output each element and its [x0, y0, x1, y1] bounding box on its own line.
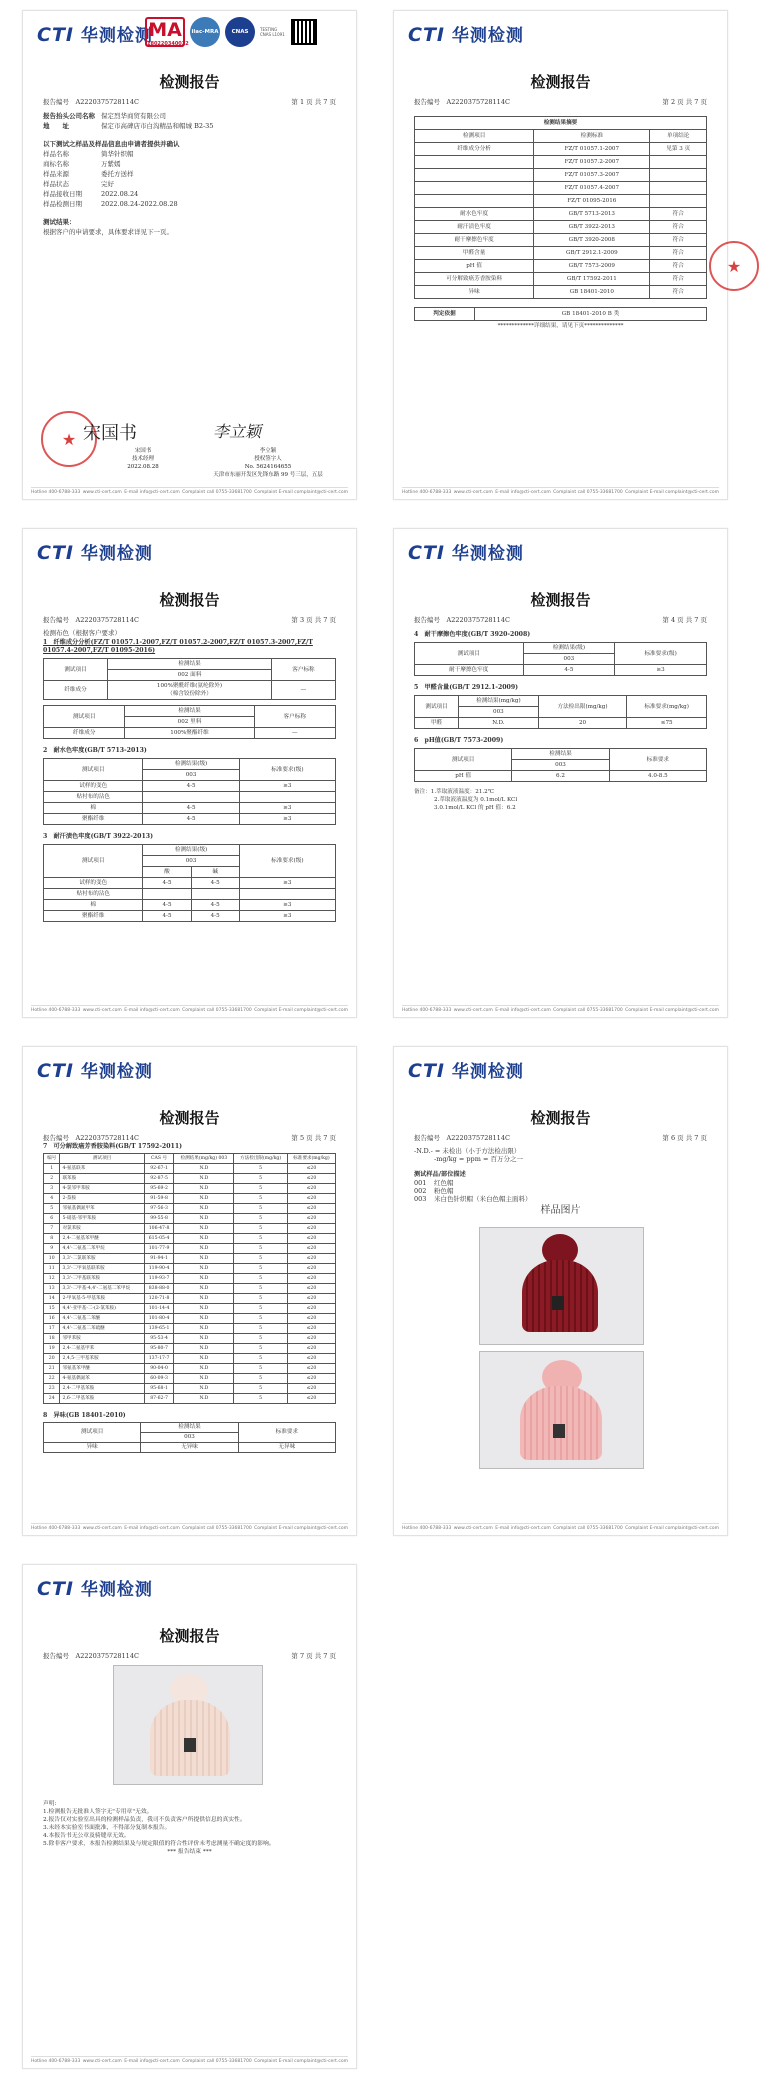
table-cell: 22 [44, 1374, 60, 1384]
table-cell: ≤20 [287, 1354, 335, 1364]
table-cell: 95-69-2 [144, 1184, 174, 1194]
table-cell: 91-59-8 [144, 1194, 174, 1204]
table-row [44, 1184, 336, 1194]
odor-table: 测试项目 检测结果 标准要求 003 异味 无异味 无异味 [43, 1422, 336, 1453]
table-cell: 5 [234, 1214, 287, 1224]
table-cell: ≤20 [287, 1244, 335, 1254]
table-cell: ≤20 [287, 1274, 335, 1284]
table-cell: 23 [44, 1384, 60, 1394]
table-cell: ≤20 [287, 1214, 335, 1224]
table-cell: 20 [44, 1354, 60, 1364]
cnas-mark: CNAS [225, 17, 255, 47]
cti-logo: CTI 华测检测 [37, 1578, 153, 1600]
table-cell: N.D [174, 1184, 234, 1194]
table-row [44, 1384, 336, 1394]
table-cell: N.D [174, 1304, 234, 1314]
signature-1: 宋国书 [83, 423, 137, 444]
table-cell: 24 [44, 1394, 60, 1404]
table-cell: ≤20 [287, 1184, 335, 1194]
table-cell: 11 [44, 1264, 60, 1274]
table-cell: 5 [234, 1304, 287, 1314]
table-cell: N.D [174, 1204, 234, 1214]
table-cell: 4,4'-二氨基二苯甲烷 [60, 1244, 144, 1254]
table-row [44, 1354, 336, 1364]
table-row [44, 1274, 336, 1284]
table-row [44, 1334, 336, 1344]
table-cell: N.D [174, 1224, 234, 1234]
table-cell: 95-80-7 [144, 1344, 174, 1354]
table-cell: 5 [234, 1394, 287, 1404]
table-cell: N.D [174, 1294, 234, 1304]
page-5-body: 7 可分解致癌芳香胺染料(GB/T 17592-2011) 编号 测试项目 CAS 号 检测结果(mg/kg) 003 方法检出限(mg/kg) 标准要求(mg/kg) 1 4-氨基联苯 92-67-1 N.D 5 ≤20 2 联苯胺 92-87-5 N.D 5 ≤20 3 4-氯邻甲苯胺 95-69-2 N.D 5 ≤20 4 2-萘胺 91-59-8 N.D 5 ≤20 5 邻氨基偶氮甲苯 97-56-3 N.D 5 ≤20 6 5-硝基-邻甲苯胺 99-55-8 N.D 5 ≤20 7 对氯苯胺 106-47-8 N.D 5 ≤20 8 2,4-二氨基苯甲醚 615-05-4 N.D 5 ≤20 9 4,4'-二氨基二苯甲烷 101-77-9 N.D 5 ≤20 10 3,3'-二氯联苯胺 91-94-1 N.D 5 ≤20 11 3,3'-二甲氧基联苯胺 119-90-4 N.D 5 ≤20 12 3,3'-二甲基联苯胺 119-93-7 N.D 5 ≤20 13 3,3'-二甲基-4,4'-二氨基二苯甲烷 838-88-0 N.D 5 ≤20 14 2-甲氧基-5-甲基苯胺 120-71-8 N.D 5 ≤20 15 4,4'-亚甲基-二-(2-氯苯胺) 101-14-4 N.D 5 ≤20 16 4,4'-二氨基二苯醚 101-80-4 N.D 5 ≤20 17 4,4'-二氨基二苯硫醚 139-65-1 N.D 5 ≤20 18 邻甲苯胺 95-53-4 N.D 5 ≤20 19 2,4-二氨基甲苯 95-80-7 N.D 5 ≤20 20 2,4,5-三甲基苯胺 137-17-7 N.D 5 ≤20 21 邻氨基苯甲醚 90-04-0 N.D 5 ≤20 22 4-氨基偶氮苯 60-09-3 N.D 5 ≤20 23 2,4-二甲基苯胺 95-68-1 N.D 5 ≤20 24 2,6-二甲基苯胺 87-62-7 N.D 5 ≤20 8 异味(GB 18401-2010) 测试项目 检测结果 标准要求 003 异味 无异味 无异味 [43, 1143, 336, 1453]
table-cell: 92-67-1 [144, 1164, 174, 1174]
table-row [44, 1204, 336, 1214]
accreditation-marks [145, 17, 317, 47]
table-cell: 5 [234, 1254, 287, 1264]
page-footer: Hotline 400-6788-333 www.cti-cert.com E-mail info@cti-cert.com Complaint call 0755-33681700 Complaint E-mail complaint@cti-cert.com [31, 2056, 348, 2064]
qr-code-icon [291, 19, 317, 45]
report-meta: 报告编号 A2220375728114C 第 5 页 共 7 页 [43, 1134, 336, 1142]
table-cell: 139-65-1 [144, 1324, 174, 1334]
page-title: 检测报告 [159, 591, 220, 609]
table-cell: 2-甲氧基-5-甲基苯胺 [60, 1294, 144, 1304]
photo-pink-hat [479, 1351, 644, 1469]
summary-section: 检测结果摘要 检测项目 检测标准 单项结论 纤维成分分析 FZ/T 01057.1-2007 见第 3 页 FZ/T 01057.2-2007 FZ/T 01057.3-2007 FZ/T 01057.4-2007 FZ/T 01095-2016 耐水色牢度 GB/T 5713-2013 符合 耐汗渍色牢度 GB/T 3922-2013 符合 耐干摩擦色牢度 GB/T 3920-2008 符合 甲醛含量 GB/T 2912.1-2009 符合 pH 值 GB/T 7573-2009 符合 可分解致癌芳香胺染料 GB/T 17592-2011 符合 异味 GB 18401-2010 符合 判定依据 GB 18401-2010 B 类 *************详细结果，请见下页************** [414, 113, 707, 331]
table-cell: 18 [44, 1334, 60, 1344]
table-cell: 101-14-4 [144, 1304, 174, 1314]
table-cell: N.D [174, 1324, 234, 1334]
table-cell: 邻氨基苯甲醚 [60, 1364, 144, 1374]
table-cell: N.D [174, 1274, 234, 1284]
table-cell: 3,3'-二氯联苯胺 [60, 1254, 144, 1264]
table-cell: 3,3'-二甲氧基联苯胺 [60, 1264, 144, 1274]
amine-table: 编号 测试项目 CAS 号 检测结果(mg/kg) 003 方法检出限(mg/kg) 标准要求(mg/kg) 1 4-氨基联苯 92-67-1 N.D 5 ≤20 2 联苯胺 92-87-5 N.D 5 ≤20 3 4-氯邻甲苯胺 95-69-2 N.D 5 ≤20 4 2-萘胺 91-59-8 N.D 5 ≤20 5 邻氨基偶氮甲苯 97-56-3 N.D 5 ≤20 6 5-硝基-邻甲苯胺 99-55-8 N.D 5 ≤20 7 对氯苯胺 106-47-8 N.D 5 ≤20 8 2,4-二氨基苯甲醚 615-05-4 N.D 5 ≤20 9 4,4'-二氨基二苯甲烷 101-77-9 N.D 5 ≤20 10 3,3'-二氯联苯胺 91-94-1 N.D 5 ≤20 11 3,3'-二甲氧基联苯胺 119-90-4 N.D 5 ≤20 12 3,3'-二甲基联苯胺 119-93-7 N.D 5 ≤20 13 3,3'-二甲基-4,4'-二氨基二苯甲烷 838-88-0 N.D 5 ≤20 14 2-甲氧基-5-甲基苯胺 120-71-8 N.D 5 ≤20 15 4,4'-亚甲基-二-(2-氯苯胺) 101-14-4 N.D 5 ≤20 16 4,4'-二氨基二苯醚 101-80-4 N.D 5 ≤20 17 4,4'-二氨基二苯硫醚 139-65-1 N.D 5 ≤20 18 邻甲苯胺 95-53-4 N.D 5 ≤20 19 2,4-二氨基甲苯 95-80-7 N.D 5 ≤20 20 2,4,5-三甲基苯胺 137-17-7 N.D 5 ≤20 21 邻氨基苯甲醚 90-04-0 N.D 5 ≤20 22 4-氨基偶氮苯 60-09-3 N.D 5 ≤20 23 2,4-二甲基苯胺 95-68-1 N.D 5 ≤20 24 2,6-二甲基苯胺 87-62-7 N.D 5 ≤20 [43, 1153, 336, 1404]
table-cell: 4,4'-二氨基二苯醚 [60, 1314, 144, 1324]
company-seal: ★ [41, 411, 97, 467]
table-cell: 5 [234, 1324, 287, 1334]
table-cell: ≤20 [287, 1374, 335, 1384]
table-cell: ≤20 [287, 1294, 335, 1304]
table-cell: 5 [234, 1334, 287, 1344]
table-cell: ≤20 [287, 1364, 335, 1374]
table-cell: 119-93-7 [144, 1274, 174, 1284]
table-cell: ≤20 [287, 1334, 335, 1344]
report-meta: 报告编号 A2220375728114C 第 4 页 共 7 页 [414, 616, 707, 624]
table-cell: ≤20 [287, 1394, 335, 1404]
table-cell: 5 [234, 1204, 287, 1214]
report-meta: 报告编号 A2220375728114C 第 7 页 共 7 页 [43, 1652, 336, 1660]
table-cell: 3,3'-二甲基联苯胺 [60, 1274, 144, 1284]
table-cell: 2,4-二甲基苯胺 [60, 1384, 144, 1394]
hat-label [553, 1424, 565, 1438]
table-cell: N.D [174, 1394, 234, 1404]
table-cell: N.D [174, 1214, 234, 1224]
table-cell: N.D [174, 1264, 234, 1274]
sweat-fastness-table: 测试项目 检测结果(级) 标准要求(级) 003 酸 碱 试样的变色 4-5 4-5 ≥3 贴衬布的沾色 棉 4-5 4-5 ≥3 聚酯纤维 4-5 4-5 ≥3 [43, 844, 336, 922]
table-cell: 5-硝基-邻甲苯胺 [60, 1214, 144, 1224]
photo-red-hat [479, 1227, 644, 1345]
cti-logo: CTI 华测检测 [37, 542, 153, 564]
fiber-table-1: 测试项目 检测结果 客户标称 002 面料 纤维成分 100%聚酰纤维(氨纶除外) （棉含铰份除外） — [43, 658, 336, 700]
cti-logo: CTI 华测检测 [37, 1060, 153, 1082]
report-page-1 [22, 10, 357, 500]
table-row [44, 1244, 336, 1254]
table-cell: N.D [174, 1164, 234, 1174]
report-page-4 [393, 528, 728, 1018]
summary-table: 检测结果摘要 检测项目 检测标准 单项结论 纤维成分分析 FZ/T 01057.1-2007 见第 3 页 FZ/T 01057.2-2007 FZ/T 01057.3-2007 FZ/T 01057.4-2007 FZ/T 01095-2016 耐水色牢度 GB/T 5713-2013 符合 耐汗渍色牢度 GB/T 3922-2013 符合 耐干摩擦色牢度 GB/T 3920-2008 符合 甲醛含量 GB/T 2912.1-2009 符合 pH 值 GB/T 7573-2009 符合 可分解致癌芳香胺染料 GB/T 17592-2011 符合 异味 GB 18401-2010 符合 [414, 116, 707, 299]
table-cell: 5 [234, 1314, 287, 1324]
report-page-3 [22, 528, 357, 1018]
hat-label [552, 1296, 564, 1310]
table-cell: ≤20 [287, 1164, 335, 1174]
table-cell: 7 [44, 1224, 60, 1234]
table-cell: 4 [44, 1194, 60, 1204]
table-cell: 91-94-1 [144, 1254, 174, 1264]
table-cell: 4,4'-二氨基二苯硫醚 [60, 1324, 144, 1334]
table-cell: 邻甲苯胺 [60, 1334, 144, 1344]
table-cell: 5 [234, 1364, 287, 1374]
report-meta: 报告编号 A2220375728114C 第 6 页 共 7 页 [414, 1134, 707, 1142]
seam-seal: ★ [709, 241, 759, 291]
report-meta: 报告编号 A2220375728114C 第 2 页 共 7 页 [414, 98, 707, 106]
table-cell: 19 [44, 1344, 60, 1354]
table-cell: N.D [174, 1314, 234, 1324]
report-meta: 报告编号 A2220375728114C 第 3 页 共 7 页 [43, 616, 336, 624]
hat-label [184, 1738, 196, 1752]
table-cell: N.D [174, 1254, 234, 1264]
table-cell: N.D [174, 1374, 234, 1384]
report-page-6 [393, 1046, 728, 1536]
page-footer: Hotline 400-6788-333 www.cti-cert.com E-mail info@cti-cert.com Complaint call 0755-33681700 Complaint E-mail complaint@cti-cert.com [402, 487, 719, 495]
table-cell: N.D [174, 1344, 234, 1354]
sig1-info: 宋国书 技术经理 2022.08.28 [127, 448, 159, 470]
table-cell: N.D [174, 1334, 234, 1344]
table-cell: 90-04-0 [144, 1364, 174, 1374]
table-cell: 5 [44, 1204, 60, 1214]
table-cell: 对氯苯胺 [60, 1224, 144, 1234]
signature-2: 李立颖 [213, 422, 262, 441]
table-row [44, 1364, 336, 1374]
table-cell: 3 [44, 1184, 60, 1194]
table-cell: 1 [44, 1164, 60, 1174]
table-cell: 5 [234, 1344, 287, 1354]
table-cell: ≤20 [287, 1304, 335, 1314]
table-cell: 邻氨基偶氮甲苯 [60, 1204, 144, 1214]
table-cell: ≤20 [287, 1254, 335, 1264]
table-row [44, 1304, 336, 1314]
table-cell: 101-80-4 [144, 1314, 174, 1324]
table-cell: N.D [174, 1244, 234, 1254]
sig2-info: 李立颖 授权签字人 No. 5624164655 天津市东丽开发区先锋东路 99 号三层，五层 [213, 448, 323, 478]
table-cell: 5 [234, 1264, 287, 1274]
table-row [44, 1374, 336, 1384]
table-cell: N.D [174, 1384, 234, 1394]
table-cell: N.D [174, 1354, 234, 1364]
table-cell: 2,4,5-三甲基苯胺 [60, 1354, 144, 1364]
table-cell: 5 [234, 1184, 287, 1194]
page-title: 检测报告 [159, 1627, 220, 1645]
page-footer: Hotline 400-6788-333 www.cti-cert.com E-mail info@cti-cert.com Complaint call 0755-33681700 Complaint E-mail complaint@cti-cert.com [402, 1523, 719, 1531]
report-page-7 [22, 1564, 357, 2069]
table-cell: 99-55-8 [144, 1214, 174, 1224]
table-cell: N.D [174, 1364, 234, 1374]
table-cell: 8 [44, 1234, 60, 1244]
page-4-body: 4 耐干摩擦色牢度(GB/T 3920-2008) 测试项目 检测结果(级) 标准要求(级) 003 耐干摩擦色牢度 4-5 ≥3 5 甲醛含量(GB/T 2912.1-2009) 测试项目 检测结果(mg/kg) 方法检出限(mg/kg) 标准要求(mg/kg) 003 甲醛 N.D. 20 ≤75 6 pH值(GB/T 7573-2009) 测试项目 检测结果 标准要求 003 pH 值 6.2 4.0-8.5 备注：1.萃取液液温度：21.2℃ 2.萃取液液温度为 0.1mol/L KCl 3.0.1mol/L KCl 的 pH 值：6.2 [414, 629, 707, 812]
table-cell: 10 [44, 1254, 60, 1264]
page-3-body: 检测布色（根据客户要求） 1 纤维成分分析(FZ/T 01057.1-2007,FZ/T 01057.2-2007,FZ/T 01057.3-2007,FZ/T 01057.4-2007,FZ/T 01095-2016) 测试项目 检测结果 客户标称 002 面料 纤维成分 100%聚酰纤维(氨纶除外) （棉含铰份除外） — 测试项目 检测结果 客户标称 002 里料 纤维成分 100%聚酯纤维 — 2 耐水色牢度(GB/T 5713-2013) 测试项目 检测结果(级) 标准要求(级) 003 试样的变色 4-5 ≥3 贴衬布的沾色 棉 4-5 ≥3 聚酯纤维 4-5 ≥3 3 耐汗渍色牢度(GB/T 3922-2013) 测试项目 检测结果(级) 标准要求(级) 003 酸 碱 试样的变色 4-5 4-5 ≥3 贴衬布的沾色 棉 4-5 4-5 ≥3 聚酯纤维 4-5 4-5 ≥3 [43, 629, 336, 922]
page-footer: Hotline 400-6788-333 www.cti-cert.com E-mail info@cti-cert.com Complaint call 0755-33681700 Complaint E-mail complaint@cti-cert.com [31, 1523, 348, 1531]
ilac-mark: ilac-MRA [190, 17, 220, 47]
cti-logo: CTI 华测检测 [408, 1060, 524, 1082]
table-cell: ≤20 [287, 1264, 335, 1274]
table-cell: 15 [44, 1304, 60, 1314]
table-cell: N.D [174, 1174, 234, 1184]
page-title: 检测报告 [159, 73, 220, 91]
table-cell: 联苯胺 [60, 1174, 144, 1184]
photo-cream-hat [113, 1665, 263, 1785]
page-footer: Hotline 400-6788-333 www.cti-cert.com E-mail info@cti-cert.com Complaint call 0755-33681700 Complaint E-mail complaint@cti-cert.com [31, 487, 348, 495]
table-cell: 5 [234, 1234, 287, 1244]
table-cell: 5 [234, 1194, 287, 1204]
table-cell: 5 [234, 1284, 287, 1294]
table-cell: 2,6-二甲基苯胺 [60, 1394, 144, 1404]
table-cell: 95-68-1 [144, 1384, 174, 1394]
water-fastness-table: 测试项目 检测结果(级) 标准要求(级) 003 试样的变色 4-5 ≥3 贴衬布的沾色 棉 4-5 ≥3 聚酯纤维 4-5 ≥3 [43, 758, 336, 825]
table-row [44, 1234, 336, 1244]
table-cell: 3,3'-二甲基-4,4'-二氨基二苯甲烷 [60, 1284, 144, 1294]
table-cell: 4-氯邻甲苯胺 [60, 1184, 144, 1194]
table-row [44, 1254, 336, 1264]
table-cell: 5 [234, 1354, 287, 1364]
table-cell: ≤20 [287, 1314, 335, 1324]
table-row [44, 1164, 336, 1174]
table-cell: 17 [44, 1324, 60, 1334]
ph-table: 测试项目 检测结果 标准要求 003 pH 值 6.2 4.0-8.5 [414, 748, 707, 782]
table-cell: 95-53-4 [144, 1334, 174, 1344]
page-6-body: -N.D.- = 未检出（小于方法检出限） -mg/kg = ppm = 百万分之一 测试样品/部位描述 001 红色帽 002 粉色帽 003 米白色针织帽（米白色帽主面料） 样品图片 [414, 1147, 581, 1216]
table-cell: 106-47-8 [144, 1224, 174, 1234]
page-footer: Hotline 400-6788-333 www.cti-cert.com E-mail info@cti-cert.com Complaint call 0755-33681700 Complaint E-mail complaint@cti-cert.com [402, 1005, 719, 1013]
table-cell: ≤20 [287, 1174, 335, 1184]
table-row [44, 1344, 336, 1354]
table-cell: 16 [44, 1314, 60, 1324]
table-cell: 14 [44, 1294, 60, 1304]
table-cell: 13 [44, 1284, 60, 1294]
table-cell: 4-氨基联苯 [60, 1164, 144, 1174]
cti-logo: CTI 华测检测 [37, 24, 153, 46]
judge-table: 判定依据 GB 18401-2010 B 类 [414, 307, 707, 321]
table-cell: 120-71-8 [144, 1294, 174, 1304]
table-cell: 2,4-二氨基苯甲醚 [60, 1234, 144, 1244]
table-row [44, 1194, 336, 1204]
table-row [44, 1284, 336, 1294]
table-cell: 137-17-7 [144, 1354, 174, 1364]
report-page-2 [393, 10, 742, 500]
page-1-body: 报告抬头公司名称 保定烈华商贸有限公司 地 址 保定市高碑店市白沟精品和帽城 B2-35 以下测试之样品及样品信息由申请者提供并确认 样品名称 简华针织帽 商标名称 万紫嫣 样品来源 委托方送样 样品状态 完好 样品接收日期 2022.08.24 样品检测日期 2022.08.24-2022.08.28 测试结果： 根据客户的申请要求，具体要求详见下一页。 [43, 112, 214, 236]
cnas-number: TESTING CNAS L1091 [260, 27, 285, 37]
table-cell: 2 [44, 1174, 60, 1184]
table-cell: 9 [44, 1244, 60, 1254]
table-cell: 4,4'-亚甲基-二-(2-氯苯胺) [60, 1304, 144, 1314]
cti-logo: CTI 华测检测 [408, 24, 524, 46]
table-row [44, 1314, 336, 1324]
table-cell: 87-62-7 [144, 1394, 174, 1404]
table-cell: 4-氨基偶氮苯 [60, 1374, 144, 1384]
table-cell: 6 [44, 1214, 60, 1224]
table-cell: 5 [234, 1294, 287, 1304]
table-row [44, 1324, 336, 1334]
table-row [44, 1174, 336, 1184]
report-meta: 报告编号 A2220375728114C 第 1 页 共 7 页 [43, 98, 336, 106]
ma-mark: MA 180220340022 [147, 19, 189, 47]
table-cell: N.D [174, 1194, 234, 1204]
table-cell: N.D [174, 1284, 234, 1294]
table-cell: 119-90-4 [144, 1264, 174, 1274]
table-cell: ≤20 [287, 1234, 335, 1244]
page-title: 检测报告 [530, 73, 591, 91]
table-cell: 5 [234, 1224, 287, 1234]
table-row [44, 1394, 336, 1404]
cti-logo: CTI 华测检测 [408, 542, 524, 564]
table-cell: 5 [234, 1374, 287, 1384]
table-cell: 5 [234, 1244, 287, 1254]
table-cell: ≤20 [287, 1284, 335, 1294]
table-cell: ≤20 [287, 1224, 335, 1234]
table-cell: 101-77-9 [144, 1244, 174, 1254]
table-cell: 2-萘胺 [60, 1194, 144, 1204]
table-row [44, 1264, 336, 1274]
page-title: 检测报告 [159, 1109, 220, 1127]
table-cell: 97-56-3 [144, 1204, 174, 1214]
declaration: 声明: 1.检测报告无批准人签字无"专用章"无效。 2.报告仅对实验室出具的检测样品负责，我司不负责客户所提供信息的真实性。 3.未经本实验室书面批准，不得部分复制本报告。 4.本报告书无公章及骑缝章无效。 5.除非客户要求，本报告检测结果及与规定限值的符合性评价未考虑测量不确定度的影响。 *** 报告结束 *** [43, 1801, 275, 1855]
table-cell: ≤20 [287, 1384, 335, 1394]
page-footer: Hotline 400-6788-333 www.cti-cert.com E-mail info@cti-cert.com Complaint call 0755-33681700 Complaint E-mail complaint@cti-cert.com [31, 1005, 348, 1013]
page-title: 检测报告 [530, 1109, 591, 1127]
table-cell: ≤20 [287, 1324, 335, 1334]
table-cell: 5 [234, 1174, 287, 1184]
table-cell: ≤20 [287, 1344, 335, 1354]
table-cell: 21 [44, 1364, 60, 1374]
table-cell: 92-87-5 [144, 1174, 174, 1184]
table-cell: 60-09-3 [144, 1374, 174, 1384]
table-cell: 2,4-二氨基甲苯 [60, 1344, 144, 1354]
table-row [44, 1224, 336, 1234]
page-title: 检测报告 [530, 591, 591, 609]
rub-fastness-table: 测试项目 检测结果(级) 标准要求(级) 003 耐干摩擦色牢度 4-5 ≥3 [414, 642, 707, 676]
table-cell: 12 [44, 1274, 60, 1284]
table-cell: 615-05-4 [144, 1234, 174, 1244]
table-cell: 5 [234, 1384, 287, 1394]
fiber-table-2: 测试项目 检测结果 客户标称 002 里料 纤维成分 100%聚酯纤维 — [43, 705, 336, 739]
table-row [44, 1214, 336, 1224]
report-page-5 [22, 1046, 357, 1536]
table-cell: N.D [174, 1234, 234, 1244]
pink-hat [520, 1386, 602, 1460]
formaldehyde-table: 测试项目 检测结果(mg/kg) 方法检出限(mg/kg) 标准要求(mg/kg) 003 甲醛 N.D. 20 ≤75 [414, 695, 707, 729]
table-cell: 5 [234, 1164, 287, 1174]
table-row [44, 1294, 336, 1304]
table-cell: 838-88-0 [144, 1284, 174, 1294]
table-cell: ≤20 [287, 1194, 335, 1204]
table-cell: ≤20 [287, 1204, 335, 1214]
table-cell: 5 [234, 1274, 287, 1284]
